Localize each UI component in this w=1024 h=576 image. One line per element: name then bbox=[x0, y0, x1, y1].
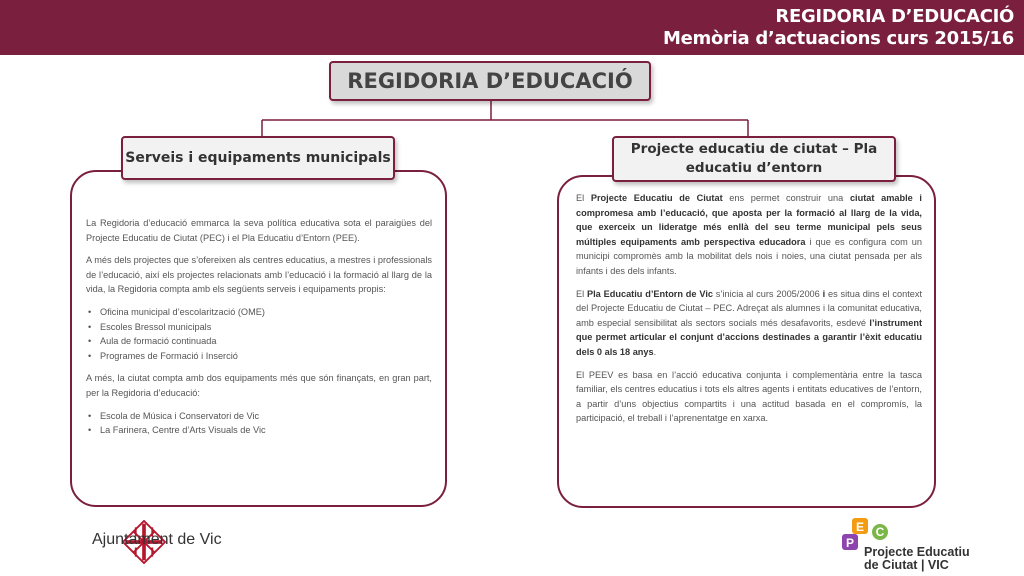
left-paragraph-3: A més, la ciutat compta amb dos equipaments més que són finançats, en gran part, per la Regidoria d’educació: bbox=[86, 373, 432, 398]
main-title-box: REGIDORIA D’EDUCACIÓ bbox=[329, 61, 651, 101]
text-run: El bbox=[576, 288, 587, 299]
ajuntament-logo-label: Ajuntament de Vic bbox=[92, 531, 222, 548]
list-item: • La Farinera, Centre d’Arts Visuals de Vic bbox=[100, 423, 432, 438]
right-panel-text bbox=[576, 191, 922, 434]
list-item: • Escola de Música i Conservatori de Vic bbox=[100, 409, 432, 424]
header-title: REGIDORIA D’EDUCACIÓ bbox=[775, 6, 1014, 27]
text-run: i que es configura com un municipi compromès amb la mobilitat dels nois i noies, una ciutat pensada per als infants i des dels infants. bbox=[576, 236, 922, 276]
svg-text:C: C bbox=[875, 525, 885, 539]
left-paragraph-1: La Regidoria d’educació emmarca la seva política educativa sota el paraigües del Projecte Educatiu de Ciutat (PEC) i el Pla Educatiu d’Entorn (PEE). bbox=[86, 218, 432, 243]
list-item: • Oficina municipal d’escolarització (OME) bbox=[100, 305, 432, 320]
text-run: ens permet construir una bbox=[722, 193, 850, 203]
services-list bbox=[86, 305, 432, 363]
list-item: • Programes de Formació i Inserció bbox=[100, 349, 432, 364]
text-run: es situa dins el context del Projecte Educatiu de Ciutat – PEC. Adreçat als alumnes i la comunitat educativa, amb especial sensibilitat als sectors socials més desafavorits, esdevé bbox=[576, 288, 923, 328]
right-paragraph-2 bbox=[576, 287, 922, 360]
text-run-bold: Pla Educatiu d’Entorn de Vic bbox=[587, 288, 713, 299]
list-item: • Escoles Bressol municipals bbox=[100, 320, 432, 335]
text-run-bold: i bbox=[822, 288, 826, 299]
pec-logo-line1: Projecte Educatiu bbox=[864, 545, 970, 559]
header-subtitle: Memòria d’actuacions curs 2015/16 bbox=[663, 28, 1014, 49]
svg-text:P: P bbox=[845, 536, 855, 550]
list-item: • Aula de formació continuada bbox=[100, 334, 432, 349]
facilities-list bbox=[86, 409, 432, 438]
right-section-title: Projecte educatiu de ciutat – Pla educatiu d’entorn bbox=[612, 136, 896, 182]
text-run: . bbox=[653, 346, 657, 357]
text-run: El bbox=[576, 193, 591, 203]
text-run: s’inicia al curs 2005/2006 bbox=[712, 288, 823, 299]
left-panel-text bbox=[86, 216, 432, 446]
text-run-bold: l’instrument que permet articular el conjunt d’accions destinades a garantir l’èxit educatiu dels 0 als 18 anys bbox=[576, 317, 922, 357]
svg-text:E: E bbox=[855, 520, 865, 534]
left-section-title: Serveis i equipaments municipals bbox=[121, 136, 395, 180]
pec-logo-line2: de Ciutat | VIC bbox=[864, 558, 949, 572]
right-paragraph-1 bbox=[576, 191, 922, 279]
text-run-bold: ciutat amable i compromesa amb l’educació, que aposta per la formació al llarg de la vida, que exerceix un lideratge més enllà del seu terme municipal pels seus múltiples equipaments amb perspectiva educadora bbox=[576, 193, 922, 247]
right-paragraph-3: El PEEV es basa en l’acció educativa conjunta i complementària entre la tasca familiar, els centres educatius i tots els altres agents i entitats educatives de l’entorn, a partir d’uns objectius compartits i una actitud basada en el compromís, la participació, el treball i l’aprenentatge en xarxa. bbox=[576, 369, 922, 424]
text-run-bold: Projecte Educatiu de Ciutat bbox=[590, 193, 723, 203]
left-paragraph-2: A més dels projectes que s’ofereixen als centres educatius, a mestres i professionals de l’educació, així els projectes relacionats amb l’educació i la formació al llarg de la vida, la Regidoria compta amb els següents serveis i equipaments propis: bbox=[86, 255, 432, 295]
